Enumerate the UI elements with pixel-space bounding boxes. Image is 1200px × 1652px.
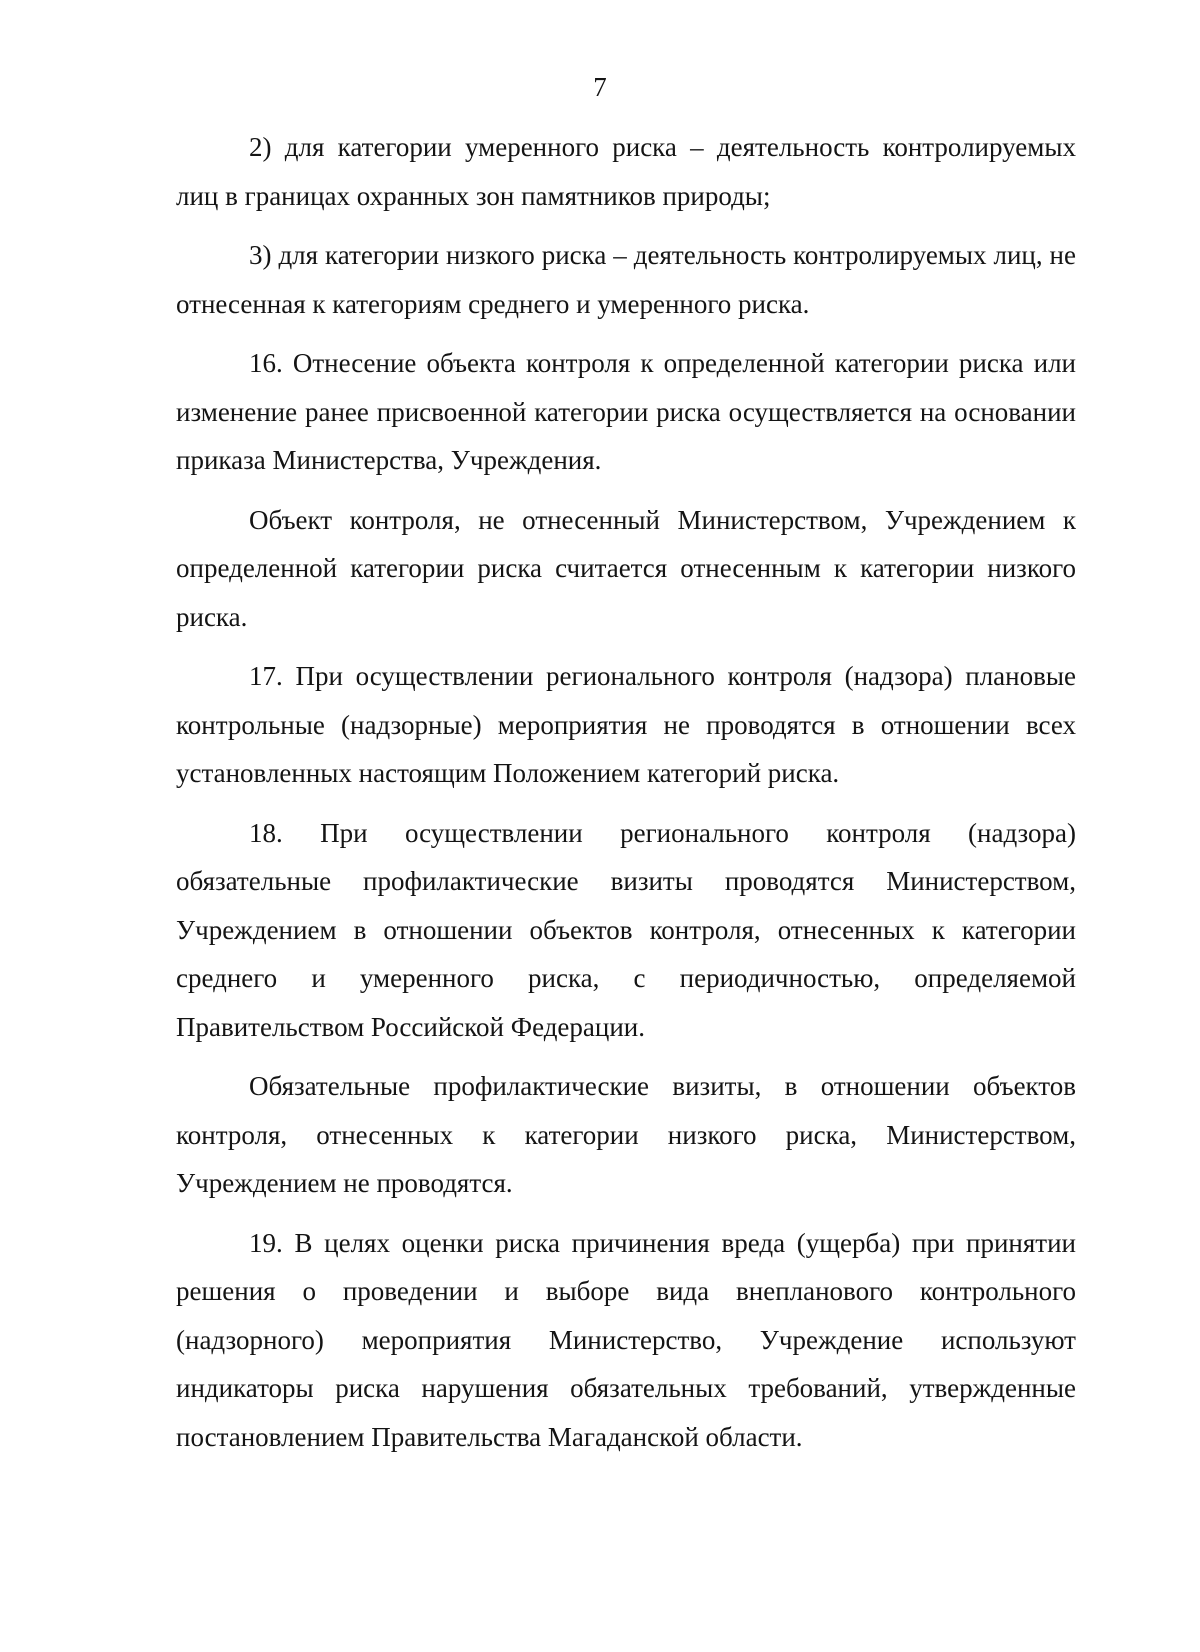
paragraph-19-risk-indicators: 19. В целях оценки риска причинения вреда (ущерба) при принятии решения о проведении и выборе вида внепланового контрольного (надзорного) мероприятия Министерство, Учреждение используют индикаторы риска нарушения обязательных требований, утвержденные постановлением Правительства Магаданской области. [176, 1227, 1076, 1452]
paragraph-unassigned-object: Объект контроля, не отнесенный Министерством, Учреждением к определенной категории риска считается отнесенным к категории низкого риска. [176, 504, 1076, 632]
paragraph-16-risk-assignment: 16. Отнесение объекта контроля к определенной категории риска или изменение ранее присвоенной категории риска осуществляется на основании приказа Министерства, Учреждения. [176, 348, 1076, 475]
paragraph-item-2-moderate-risk: 2) для категории умеренного риска – деятельность контролируемых лиц в границах охранных зон памятников природы; [176, 132, 1076, 211]
page-number: 7 [593, 72, 607, 102]
paragraph-18-preventive-visits: 18. При осуществлении регионального контроля (надзора) обязательные профилактические визиты проводятся Министерством, Учреждением в отношении объектов контроля, отнесенных к категории среднего и умеренного риска, с периодичностью, определяемой Правительством Российской Федерации. [176, 817, 1076, 1042]
document-body [176, 123, 1076, 1461]
paragraph-low-risk-visits: Обязательные профилактические визиты, в отношении объектов контроля, отнесенных к категории низкого риска, Министерством, Учреждением не проводятся. [176, 1071, 1076, 1198]
paragraph-item-3-low-risk: 3) для категории низкого риска – деятельность контролируемых лиц, не отнесенная к категориям среднего и умеренного риска. [176, 240, 1076, 319]
paragraph-17-planned-measures: 17. При осуществлении регионального контроля (надзора) плановые контрольные (надзорные) мероприятия не проводятся в отношении всех установленных настоящим Положением категорий риска. [176, 661, 1076, 788]
